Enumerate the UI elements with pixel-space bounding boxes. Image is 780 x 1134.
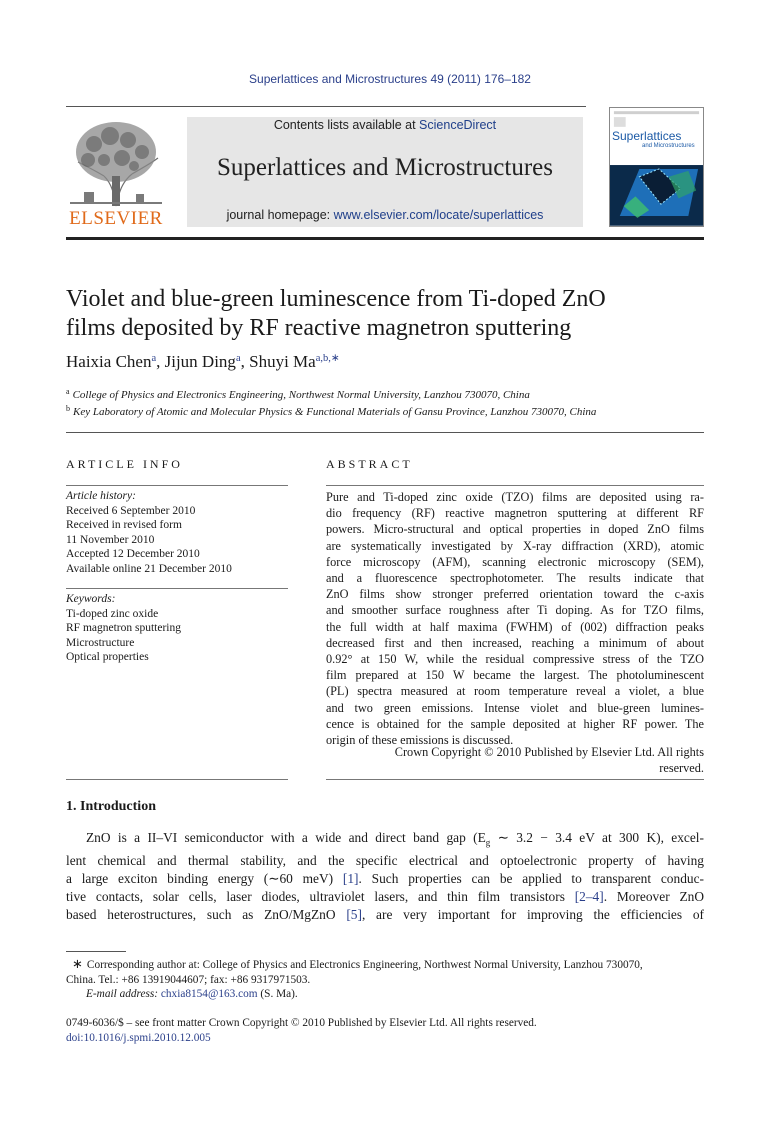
history-item: Received 6 September 2010 <box>66 504 196 517</box>
keyword-item: Microstructure <box>66 636 135 649</box>
affiliation-text: College of Physics and Electronics Engineering, Northwest Normal University, Lanzhou 730070, China <box>72 389 530 401</box>
history-item: Available online 21 December 2010 <box>66 562 232 575</box>
abstract-line: are systematically investigated by X-ray diffraction (XRD), atomic <box>326 538 704 553</box>
email-link[interactable]: chxia8154@163.com <box>160 988 258 1000</box>
abstract-line: and smoother surface roughness after Ti doping. As for TZO films, <box>326 603 704 618</box>
history-item: Received in revised form <box>66 519 182 531</box>
author-name: Jijun Ding <box>164 352 236 371</box>
journal-reference[interactable]: Superlattices and Microstructures 49 (2011) 176–182 <box>249 72 531 86</box>
masthead-thick-rule <box>66 237 704 240</box>
affiliation-text: Key Laboratory of Atomic and Molecular Physics & Functional Materials of Gansu Province, Lanzhou 730070, China <box>73 406 597 418</box>
keyword-item: RF magnetron sputtering <box>66 622 181 634</box>
copyright-line: reserved. <box>659 761 704 775</box>
elsevier-wordmark: ELSEVIER <box>69 208 163 229</box>
citation-link[interactable]: [1] <box>342 871 359 887</box>
history-item: 11 November 2010 <box>66 533 155 546</box>
abstract-heading: ABSTRACT <box>326 457 413 471</box>
abstract-line: and two green emissions. Intense violet and blue-green lumines- <box>326 700 704 715</box>
footnote-line: ∗ Corresponding author at: College of Physics and Electronics Engineering, Northwest Normal University, Lanzhou 730070, <box>66 957 704 973</box>
article-title <box>66 285 706 343</box>
article-info-rule <box>66 779 288 780</box>
keyword-item: Ti-doped zinc oxide <box>66 607 159 620</box>
footnote-line: China. Tel.: +86 13919044607; fax: +86 9317971503. <box>66 973 311 986</box>
abstract-line: the full width at half maxima (FWHM) of (002) diffraction peaks <box>326 619 704 634</box>
abstract-line: decreased first and then increased, reaching a minimum of about <box>326 635 704 650</box>
email-label: E-mail address: <box>86 988 159 1000</box>
sciencedirect-link[interactable]: ScienceDirect <box>419 118 497 132</box>
abstract-rule <box>326 779 704 780</box>
cover-title <box>612 130 702 150</box>
keywords-block <box>66 592 181 665</box>
intro-line: based heterostructures, such as ZnO/MgZnO [5], are very important for improving the efficiencies of <box>66 906 705 922</box>
article-title-line2: films deposited by RF reactive magnetron sputtering <box>66 315 572 341</box>
abstract-copyright <box>326 744 704 776</box>
abstract-line: Pure and Ti-doped zinc oxide (TZO) films are deposited using ra- <box>326 490 704 504</box>
abstract-line: ZnO films show stronger preferred orientation toward the c-axis <box>326 587 704 602</box>
keywords-label: Keywords: <box>66 593 116 605</box>
intro-line: ZnO is a II–VI semiconductor with a wide and direct band gap ($E_g$ ∼ 3.2 − 3.4 eV at 300 K), excel- <box>86 830 704 848</box>
section-rule <box>66 432 704 433</box>
cover-title-line1: Superlattices <box>612 129 682 143</box>
intro-line: a large exciton binding energy (∼60 meV) [1]. Such properties can be applied to transparent conduc- <box>66 871 704 887</box>
abstract-line: origin of these emissions is discussed. <box>326 733 514 748</box>
introduction-text <box>66 829 704 924</box>
affiliation-b <box>66 404 596 418</box>
copyright-line: Crown Copyright © 2010 Published by Elsevier Ltd. All rights <box>394 745 704 759</box>
intro-line: lent chemical and thermal stability, and the specific electrical and optoelectronic property of having <box>66 853 704 869</box>
introduction-heading: 1. Introduction <box>66 799 156 814</box>
abstract-line: film prepared at 150 W became the largest. The photoluminescent <box>326 668 704 683</box>
history-item: Accepted 12 December 2010 <box>66 548 200 560</box>
author-name: Haixia Chen <box>66 352 152 371</box>
keyword-item: Optical properties <box>66 651 149 663</box>
abstract-text <box>326 489 704 748</box>
article-history <box>66 489 232 576</box>
cover-title-line2: and Microstructures <box>642 143 695 149</box>
email-footnote: E-mail address: chxia8154@163.com (S. Ma). <box>86 988 298 1000</box>
author-name: Shuyi Ma <box>249 352 316 371</box>
article-info-rule <box>66 485 288 486</box>
abstract-line: (PL) spectra measured at room temperature reveal a violet, a blue <box>326 684 704 699</box>
abstract-line: force microscopy (AFM), scanning electronic microscopy (SEM), <box>326 554 704 569</box>
homepage-line: journal homepage: www.elsevier.com/locate/superlattices <box>226 208 544 222</box>
author-separator: , <box>156 352 165 371</box>
article-title-line1: Violet and blue-green luminescence from Ti-doped ZnO <box>66 286 606 312</box>
journal-cover-thumbnail[interactable] <box>609 107 704 227</box>
abstract-line: powers. Micro-structural and optical properties in doped ZnO films <box>326 522 704 537</box>
homepage-link[interactable]: www.elsevier.com/locate/superlattices <box>333 208 544 222</box>
author-list <box>66 352 340 372</box>
author-separator: , <box>240 352 250 371</box>
contents-line: Contents lists available at ScienceDirect <box>273 118 497 132</box>
article-info-heading: ARTICLE INFO <box>66 457 183 471</box>
article-info-rule <box>66 588 288 589</box>
author-affiliation-mark[interactable]: a <box>151 353 157 364</box>
history-label: Article history: <box>66 490 136 502</box>
issn-line: 0749-6036/$ – see front matter Crown Copyright © 2010 Published by Elsevier Ltd. All rights reserved. <box>66 1017 537 1029</box>
journal-name: Superlattices and Microstructures <box>216 154 553 181</box>
intro-line: tive contacts, solar cells, laser diodes, ultraviolet lasers, and thin film transistors [2–4]. Moreover ZnO <box>66 889 704 905</box>
corresponding-author-footnote <box>66 957 704 987</box>
author-affiliation-mark[interactable]: a <box>235 353 241 364</box>
abstract-line: 0.92° at 150 W, while the residual compressive stress of the TZO <box>326 652 704 667</box>
author-affiliation-mark[interactable]: a,b,∗ <box>315 353 340 364</box>
header-rule <box>66 106 586 107</box>
affiliation-mark: a <box>66 387 70 396</box>
footnote-rule <box>66 951 126 952</box>
affiliation-a <box>66 387 530 401</box>
abstract-line: dio frequency (RF) reactive magnetron sputtering at different RF <box>326 506 704 521</box>
footnote-star: ∗ <box>72 956 83 971</box>
abstract-rule <box>326 485 704 486</box>
citation-link[interactable]: [2–4] <box>574 889 604 905</box>
abstract-line: and a fluorescence spectrophotometer. The results indicate that <box>326 571 704 586</box>
doi-link[interactable]: doi:10.1016/j.spmi.2010.12.005 <box>66 1032 211 1044</box>
affiliation-mark: b <box>66 404 70 413</box>
abstract-line: cence is obtained for the sample deposited at higher RF power. The <box>326 716 704 731</box>
citation-link[interactable]: [5] <box>346 906 362 922</box>
